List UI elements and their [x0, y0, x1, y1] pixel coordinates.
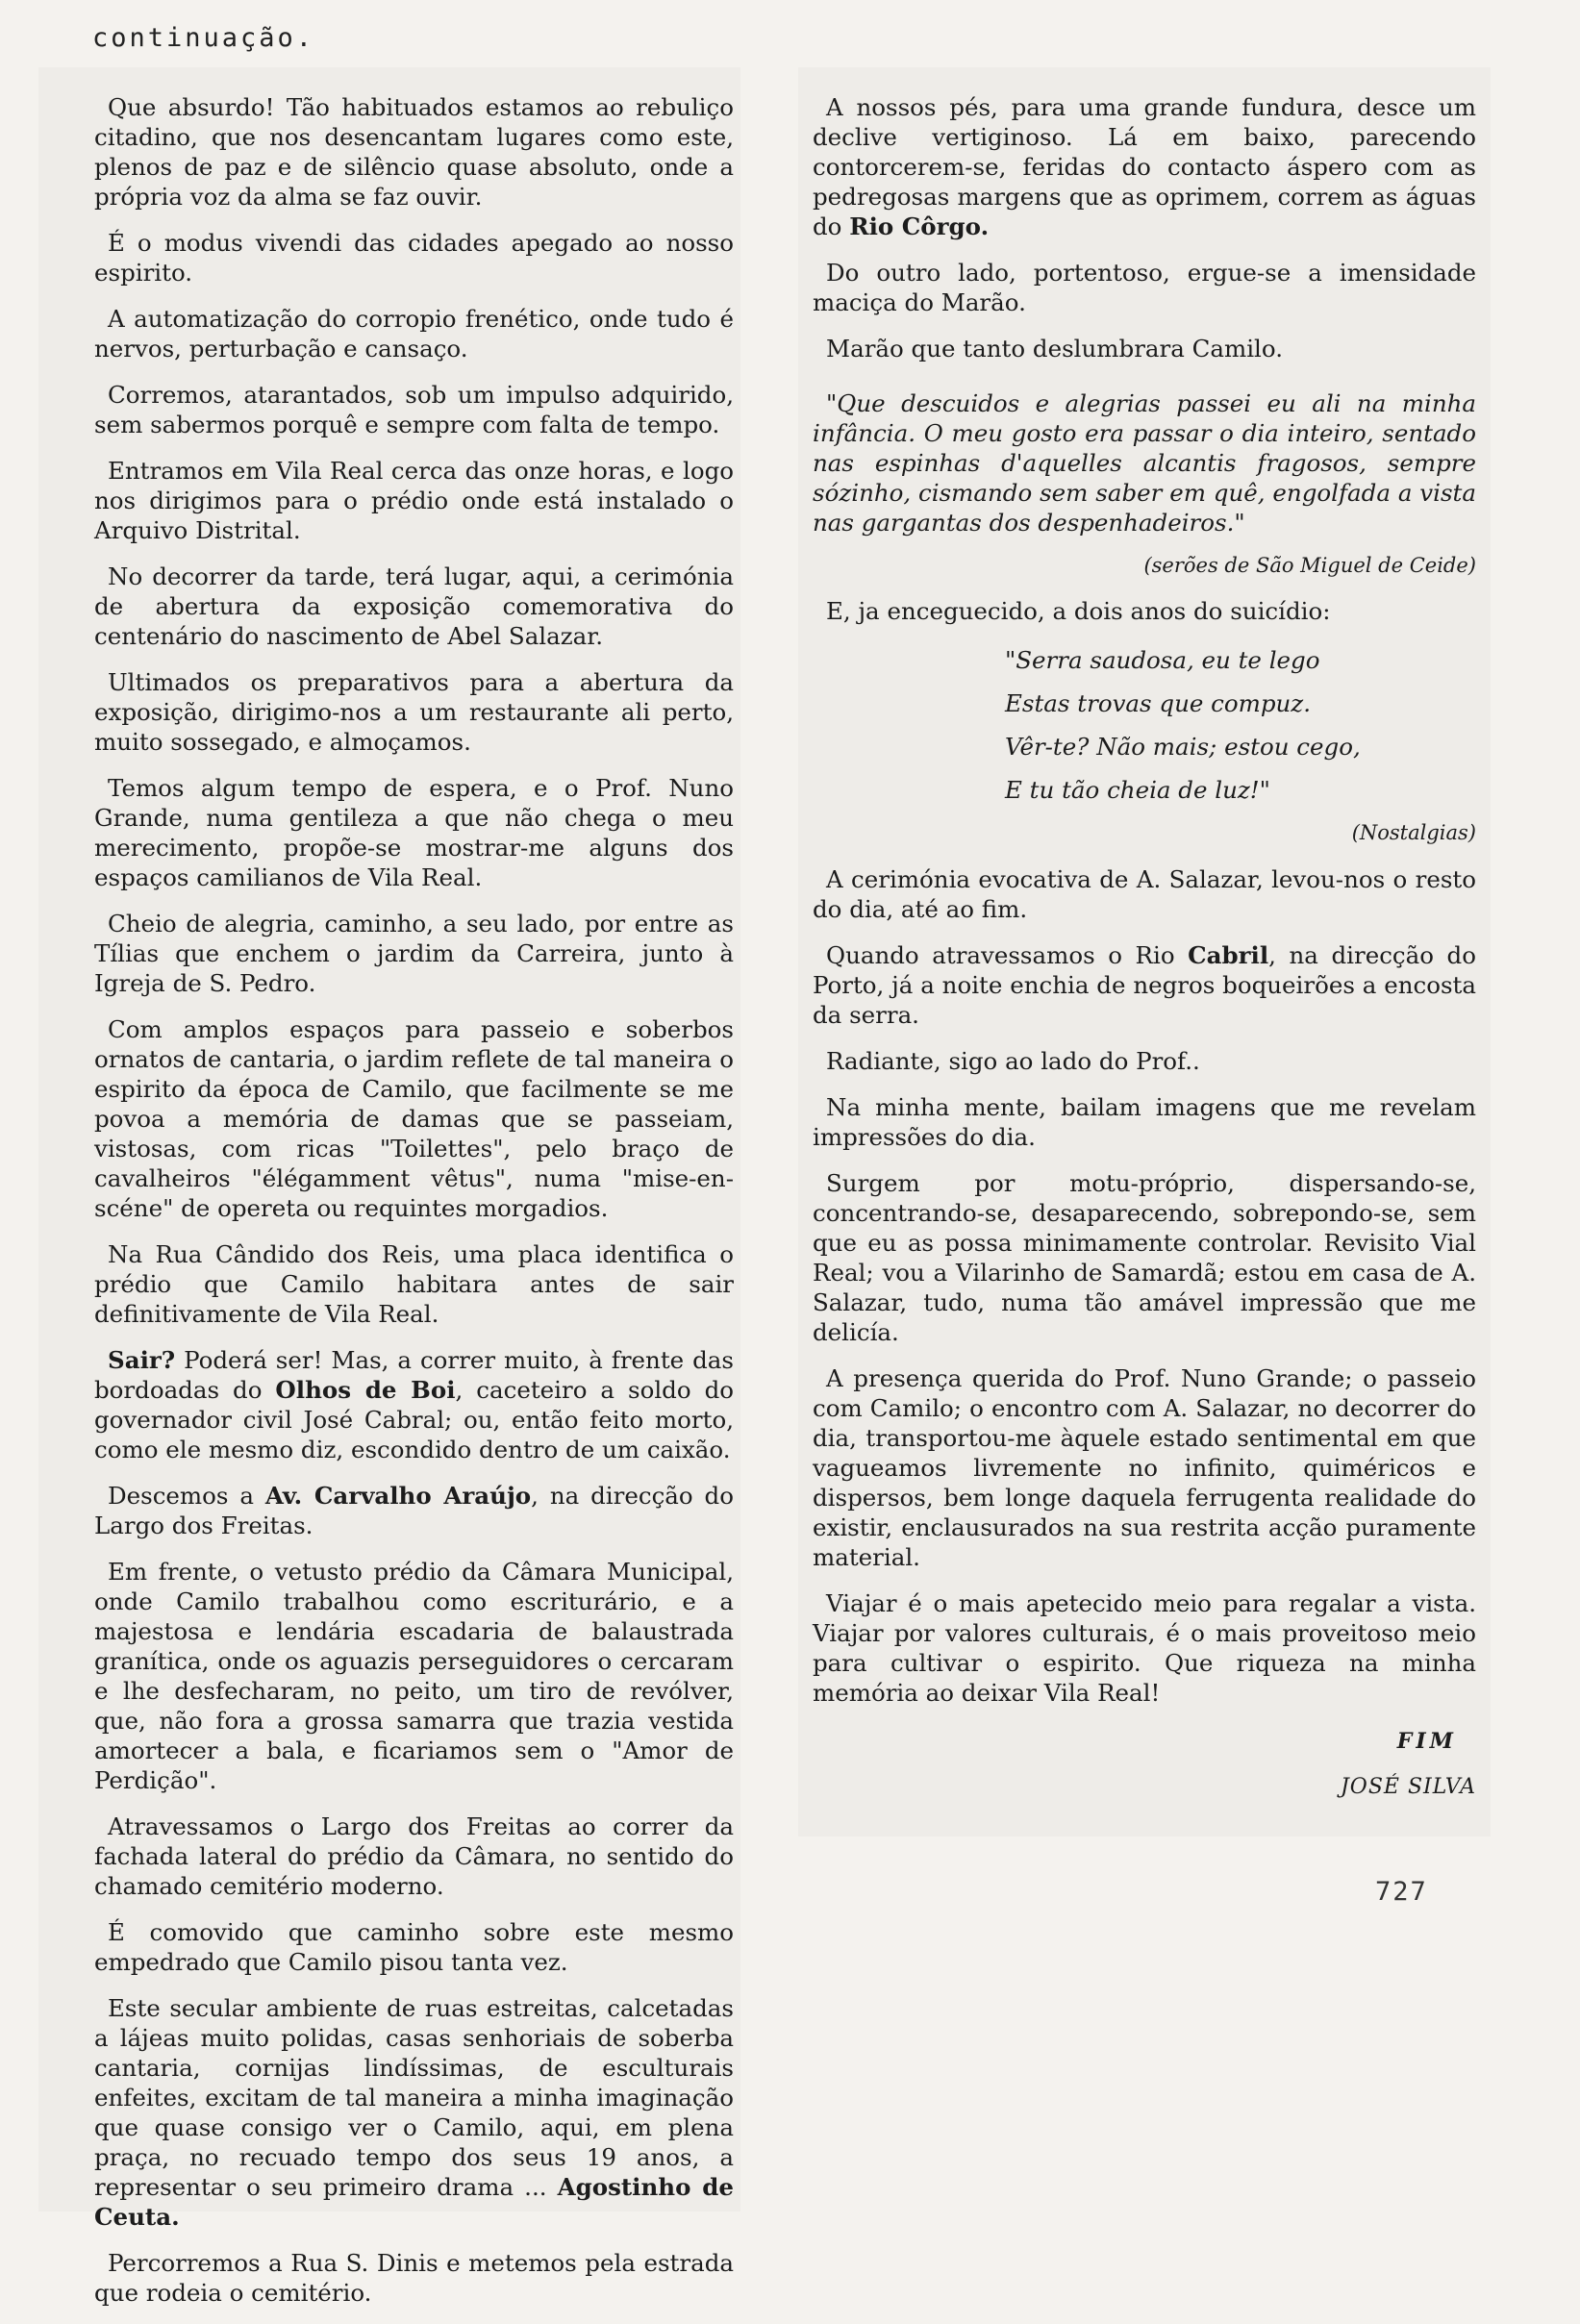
- paragraph: Cheio de alegria, caminho, a seu lado, por entre as Tílias que enchem o jardim da Carreira, junto à Igreja de S. Pedro.: [94, 910, 734, 997]
- paragraph: E, ja enceguecido, a dois anos do suicídio:: [826, 597, 1331, 625]
- paragraph: [94, 1993, 734, 2232]
- paragraph: Temos algum tempo de espera, e o Prof. Nuno Grande, numa gentileza a que não chega o meu merecimento, propõe-se mostrar-me alguns dos espaços camilianos de Vila Real.: [94, 774, 734, 891]
- paragraph: Com amplos espaços para passeio e soberbos ornatos de cantaria, o jardim reflete de tal maneira o espirito da época de Camilo, que facilmente se me povoa a memória de damas que se passeiam, vistosas, com ricas "Toilettes", pelo braço de cavalheiros "élégamment vêtus", numa "mise-en-scéne" de opereta ou requintes morgadios.: [94, 1015, 734, 1222]
- text: Quando atravessamos o Rio: [826, 941, 1189, 969]
- paragraph: A automatização do corropio frenético, onde tudo é nervos, perturbação e cansaço.: [94, 305, 734, 362]
- right-column: [813, 92, 1476, 1802]
- paragraph: Entramos em Vila Real cerca das onze horas, e logo nos dirigimos para o prédio onde está instalado o Arquivo Distrital.: [94, 457, 734, 544]
- paragraph: A cerimónia evocativa de A. Salazar, levou-nos o resto do dia, até ao fim.: [813, 865, 1476, 923]
- text: A nossos pés, para uma grande fundura, desce um declive vertiginoso. Lá em baixo, parecendo contorcerem-se, feridas do contacto áspero com as pedregosas margens que as oprimem, correm as águas do: [813, 93, 1476, 240]
- paragraph: [94, 1481, 734, 1540]
- text: Descemos a: [108, 1482, 265, 1510]
- paragraph: [94, 1345, 734, 1464]
- paragraph: No decorrer da tarde, terá lugar, aqui, a cerimónia de abertura da exposição comemorativa do centenário do nascimento de Abel Salazar.: [94, 562, 734, 650]
- page-number: 727: [1375, 1877, 1428, 1907]
- paragraph: A presença querida do Prof. Nuno Grande; o passeio com Camilo; o encontro com A. Salazar, no decorrer do dia, transportou-me àquele estado sentimental em que vagueamos livremente no infinito, quiméricos e dispersos, bem longe daquela ferrugenta realidade do existir, enclausurados na sua restrita acção puramente material.: [813, 1364, 1476, 1571]
- paragraph: Percorremos a Rua S. Dinis e metemos pela estrada que rodeia o cemitério.: [94, 2249, 734, 2307]
- paragraph: Na minha mente, bailam imagens que me revelam impressões do dia.: [813, 1093, 1476, 1151]
- bold-text: Agostinho de Ceuta.: [94, 2173, 734, 2231]
- poem-line: Vêr-te? Não mais; estou cego,: [1005, 733, 1361, 761]
- paragraph: Atravessamos o Largo dos Freitas ao correr da fachada lateral do prédio da Câmara, no sentido do chamado cemitério moderno.: [94, 1812, 734, 1900]
- paragraph: É comovido que caminho sobre este mesmo empedrado que Camilo pisou tanta vez.: [94, 1918, 734, 1976]
- paragraph: Surgem por motu-próprio, dispersando-se, concentrando-se, desaparecendo, sobrepondo-se, sem que eu as possa minimamente controlar. Revisito Vial Real; vou a Vilarinho de Samardã; estou em casa de A. Salazar, tudo, numa tão amável impressão que me delicía.: [813, 1169, 1476, 1346]
- page-header: continuação.: [92, 23, 315, 53]
- author-signature: JOSÉ SILVA: [1340, 1775, 1476, 1799]
- quotation-source: (serões de São Miguel de Ceide): [1143, 554, 1476, 577]
- paragraph: [813, 940, 1476, 1030]
- paragraph: Em frente, o vetusto prédio da Câmara Municipal, onde Camilo trabalhou como escriturário, e a majestosa e lendária escadaria de balaustrada granítica, onde os aguazis perseguidores o cercaram e lhe desfecharam, no peito, um tiro de revólver, que, não fora a grossa samarra que trazia vestida amortecer a bala, e ficariamos sem o "Amor de Perdição".: [94, 1558, 734, 1794]
- paragraph: Que absurdo! Tão habituados estamos ao rebuliço citadino, que nos desencantam lugares como este, plenos de paz e de silêncio quase absoluto, onde a própria voz da alma se faz ouvir.: [94, 93, 734, 211]
- text: , caceteiro a soldo do governador civil José Cabral; ou, então feito morto, como ele mesmo diz, escondido dentro de um caixão.: [94, 1376, 734, 1463]
- bold-text: Av. Carvalho Araújo: [264, 1482, 532, 1510]
- paragraph: Do outro lado, portentoso, ergue-se a imensidade maciça do Marão.: [813, 259, 1476, 316]
- paragraph: Viajar é o mais apetecido meio para regalar a vista. Viajar por valores culturais, é o mais proveitoso meio para cultivar o espirito. Que riqueza na minha memória ao deixar Vila Real!: [813, 1589, 1476, 1707]
- paragraph: Marão que tanto deslumbrara Camilo.: [826, 335, 1283, 362]
- paragraph: Ultimados os preparativos para a abertura da exposição, dirigimo-nos a um restaurante ali perto, muito sossegado, e almoçamos.: [94, 668, 734, 756]
- bold-text: Rio Côrgo.: [849, 212, 990, 240]
- poem-line: "Serra saudosa, eu te lego: [1005, 646, 1320, 674]
- end-mark: FIM: [1396, 1729, 1457, 1754]
- poem-line: E tu tão cheia de luz!": [1005, 776, 1270, 804]
- quotation: "Que descuidos e alegrias passei eu ali na minha infância. O meu gosto era passar o dia inteiro, sentado nas espinhas d'aquelles alcantis fragosos, sempre sózinho, cismando sem saber em quê, engolfada a vista nas gargantas dos despenhadeiros.": [813, 389, 1476, 537]
- poem: [813, 645, 1476, 805]
- left-column: [94, 92, 734, 2324]
- text: Poderá ser! Mas, a correr muito, à frente das bordoadas do: [94, 1346, 734, 1404]
- poem-source: (Nostalgias): [1351, 821, 1476, 844]
- text: , na direcção do Porto, já a noite enchia de negros boqueirões a encosta da serra.: [813, 941, 1476, 1029]
- bold-text: Olhos de Boi: [275, 1376, 456, 1404]
- bold-text: Sair?: [108, 1346, 176, 1374]
- paragraph: [813, 92, 1476, 241]
- text: Este secular ambiente de ruas estreitas, calcetadas a lájeas muito polidas, casas senhoriais de soberba cantaria, cornijas lindíssimas, de esculturais enfeites, excitam de tal maneira a minha imaginação que quase consigo ver o Camilo, aqui, em plena praça, no recuado tempo dos seus 19 anos, a representar o seu primeiro drama ...: [94, 1994, 734, 2201]
- text: , na direcção do Largo dos Freitas.: [94, 1482, 734, 1539]
- paragraph: Corremos, atarantados, sob um impulso adquirido, sem sabermos porquê e sempre com falta de tempo.: [94, 381, 734, 438]
- paragraph: Radiante, sigo ao lado do Prof..: [826, 1047, 1200, 1075]
- bold-text: Cabril: [1188, 941, 1269, 969]
- paragraph: É o modus vivendi das cidades apegado ao nosso espirito.: [94, 229, 734, 287]
- poem-line: Estas trovas que compuz.: [1005, 689, 1311, 717]
- paragraph: Na Rua Cândido dos Reis, uma placa identifica o prédio que Camilo habitara antes de sair definitivamente de Vila Real.: [94, 1240, 734, 1328]
